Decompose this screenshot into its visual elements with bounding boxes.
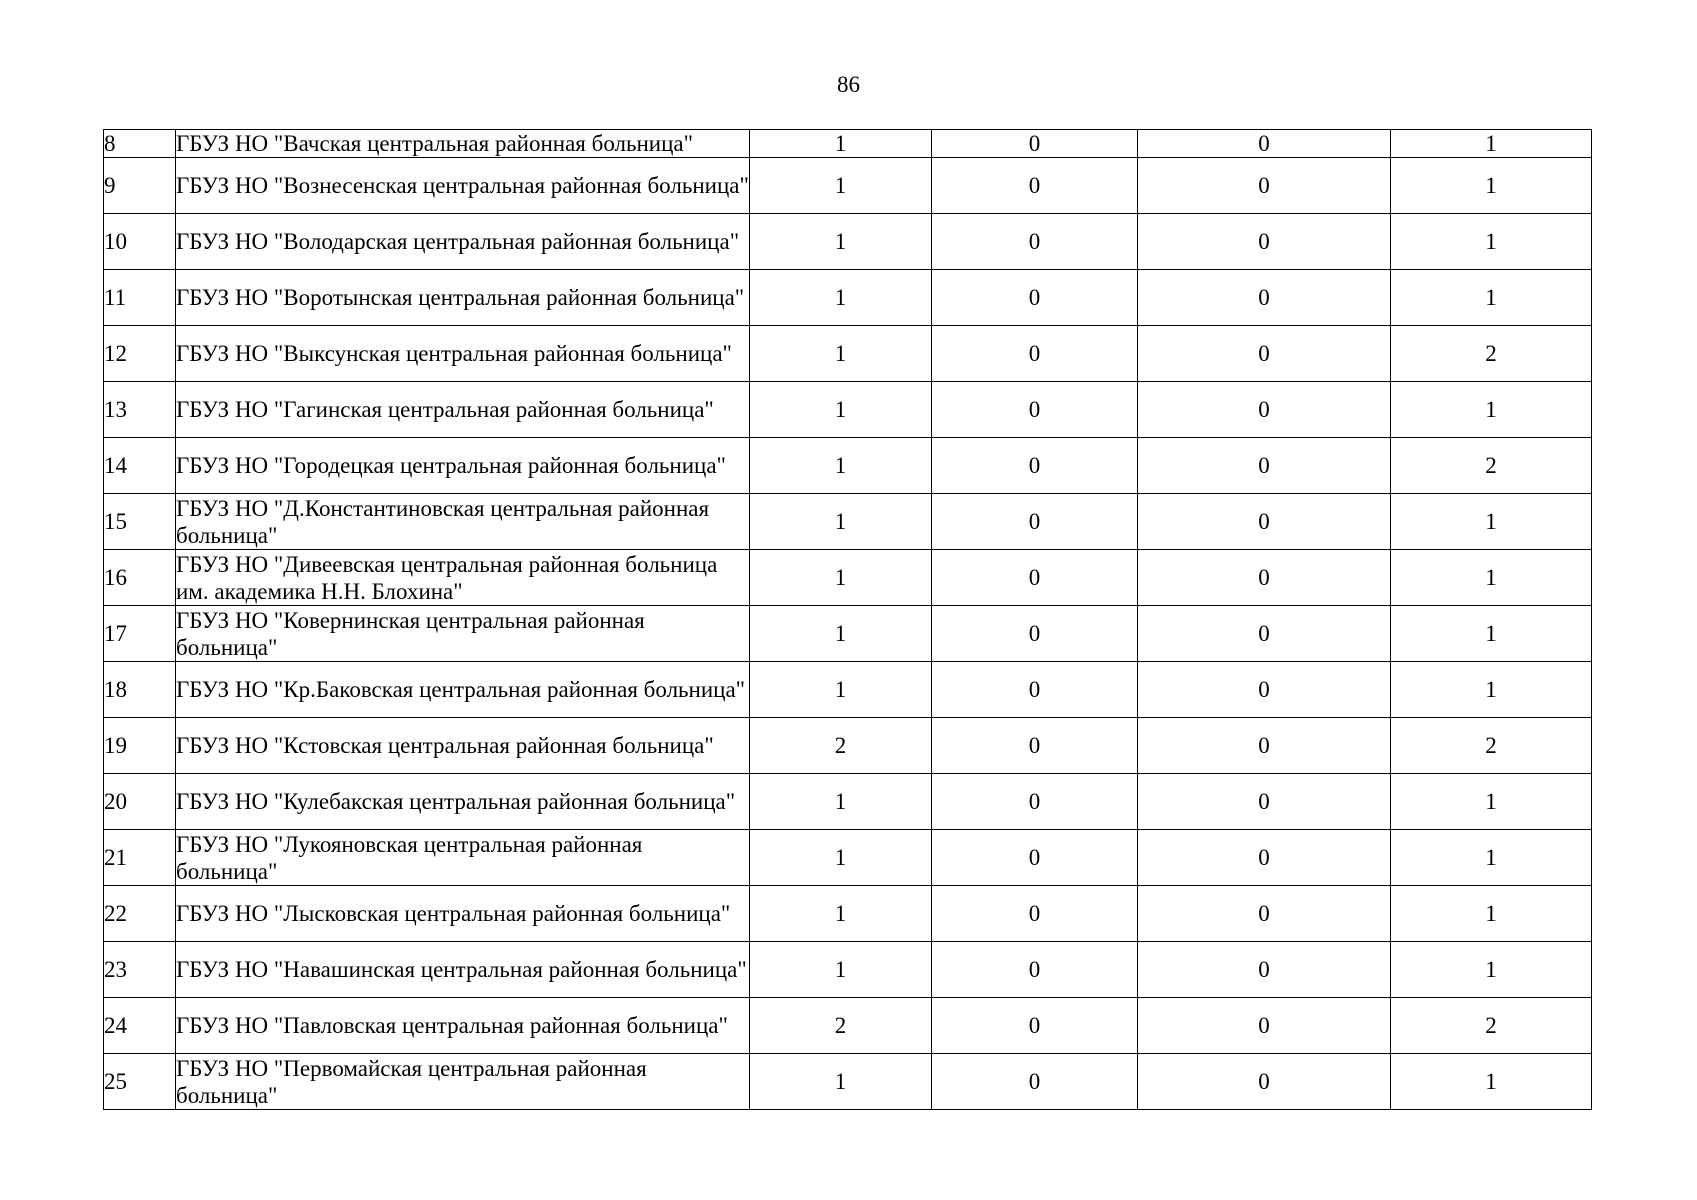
table-row	[104, 550, 1592, 606]
value-cell-3: 0	[1138, 382, 1391, 438]
institution-name-cell: ГБУЗ НО "Д.Константиновская центральная районная больница"	[176, 494, 750, 550]
value-cell-1: 1	[750, 774, 932, 830]
value-cell-4: 1	[1391, 830, 1592, 886]
value-cell-2: 0	[932, 662, 1138, 718]
value-cell-3: 0	[1138, 494, 1391, 550]
value-cell-2: 0	[932, 550, 1138, 606]
value-cell-1: 1	[750, 494, 932, 550]
row-number-cell: 10	[104, 214, 176, 270]
value-cell-3: 0	[1138, 998, 1391, 1054]
table-row	[104, 1054, 1592, 1110]
row-number-cell: 9	[104, 158, 176, 214]
value-cell-2: 0	[932, 1054, 1138, 1110]
value-cell-4: 2	[1391, 438, 1592, 494]
table-row	[104, 998, 1592, 1054]
value-cell-2: 0	[932, 998, 1138, 1054]
table-body	[104, 130, 1592, 1110]
table-row	[104, 774, 1592, 830]
institution-name-cell: ГБУЗ НО "Кр.Баковская центральная районная больница"	[176, 662, 750, 718]
value-cell-1: 1	[750, 662, 932, 718]
value-cell-4: 1	[1391, 214, 1592, 270]
value-cell-4: 1	[1391, 550, 1592, 606]
value-cell-1: 1	[750, 550, 932, 606]
value-cell-4: 1	[1391, 886, 1592, 942]
institution-name-cell: ГБУЗ НО "Дивеевская центральная районная больница им. академика Н.Н. Блохина"	[176, 550, 750, 606]
row-number-cell: 18	[104, 662, 176, 718]
value-cell-1: 1	[750, 270, 932, 326]
value-cell-3: 0	[1138, 130, 1391, 158]
table-row	[104, 942, 1592, 998]
table-row	[104, 606, 1592, 662]
value-cell-1: 1	[750, 438, 932, 494]
value-cell-2: 0	[932, 942, 1138, 998]
value-cell-1: 1	[750, 382, 932, 438]
institution-name-cell: ГБУЗ НО "Выксунская центральная районная больница"	[176, 326, 750, 382]
value-cell-2: 0	[932, 270, 1138, 326]
row-number-cell: 23	[104, 942, 176, 998]
value-cell-4: 1	[1391, 1054, 1592, 1110]
table-row	[104, 494, 1592, 550]
row-number-cell: 22	[104, 886, 176, 942]
table-row	[104, 130, 1592, 158]
value-cell-1: 1	[750, 158, 932, 214]
value-cell-4: 1	[1391, 774, 1592, 830]
row-number-cell: 15	[104, 494, 176, 550]
value-cell-3: 0	[1138, 774, 1391, 830]
value-cell-1: 1	[750, 130, 932, 158]
value-cell-4: 1	[1391, 158, 1592, 214]
institution-name-cell: ГБУЗ НО "Лысковская центральная районная больница"	[176, 886, 750, 942]
value-cell-1: 1	[750, 1054, 932, 1110]
institution-name-cell: ГБУЗ НО "Городецкая центральная районная больница"	[176, 438, 750, 494]
value-cell-2: 0	[932, 830, 1138, 886]
institution-name-cell: ГБУЗ НО "Павловская центральная районная больница"	[176, 998, 750, 1054]
value-cell-2: 0	[932, 382, 1138, 438]
value-cell-3: 0	[1138, 942, 1391, 998]
value-cell-4: 2	[1391, 998, 1592, 1054]
row-number-cell: 16	[104, 550, 176, 606]
institution-name-cell: ГБУЗ НО "Кулебакская центральная районная больница"	[176, 774, 750, 830]
value-cell-1: 1	[750, 214, 932, 270]
row-number-cell: 11	[104, 270, 176, 326]
value-cell-2: 0	[932, 718, 1138, 774]
value-cell-4: 1	[1391, 382, 1592, 438]
value-cell-3: 0	[1138, 550, 1391, 606]
table-row	[104, 438, 1592, 494]
institution-name-cell: ГБУЗ НО "Гагинская центральная районная больница"	[176, 382, 750, 438]
value-cell-4: 2	[1391, 326, 1592, 382]
value-cell-1: 1	[750, 326, 932, 382]
page-number: 86	[837, 72, 860, 97]
institution-name-cell: ГБУЗ НО "Вознесенская центральная районная больница"	[176, 158, 750, 214]
value-cell-4: 1	[1391, 494, 1592, 550]
value-cell-4: 1	[1391, 662, 1592, 718]
value-cell-1: 1	[750, 942, 932, 998]
table-row	[104, 830, 1592, 886]
row-number-cell: 24	[104, 998, 176, 1054]
value-cell-4: 1	[1391, 130, 1592, 158]
value-cell-3: 0	[1138, 158, 1391, 214]
value-cell-3: 0	[1138, 1054, 1391, 1110]
value-cell-3: 0	[1138, 886, 1391, 942]
value-cell-3: 0	[1138, 662, 1391, 718]
value-cell-2: 0	[932, 606, 1138, 662]
row-number-cell: 19	[104, 718, 176, 774]
row-number-cell: 8	[104, 130, 176, 158]
value-cell-2: 0	[932, 130, 1138, 158]
row-number-cell: 20	[104, 774, 176, 830]
institution-name-cell: ГБУЗ НО "Вачская центральная районная больница"	[176, 130, 750, 158]
institution-name-cell: ГБУЗ НО "Лукояновская центральная районная больница"	[176, 830, 750, 886]
institution-name-cell: ГБУЗ НО "Воротынская центральная районная больница"	[176, 270, 750, 326]
value-cell-4: 1	[1391, 606, 1592, 662]
value-cell-3: 0	[1138, 214, 1391, 270]
table-row	[104, 270, 1592, 326]
value-cell-4: 1	[1391, 270, 1592, 326]
institution-name-cell: ГБУЗ НО "Володарская центральная районная больница"	[176, 214, 750, 270]
row-number-cell: 17	[104, 606, 176, 662]
value-cell-2: 0	[932, 774, 1138, 830]
institution-name-cell: ГБУЗ НО "Навашинская центральная районная больница"	[176, 942, 750, 998]
value-cell-4: 2	[1391, 718, 1592, 774]
row-number-cell: 21	[104, 830, 176, 886]
row-number-cell: 25	[104, 1054, 176, 1110]
row-number-cell: 14	[104, 438, 176, 494]
value-cell-1: 2	[750, 998, 932, 1054]
institution-name-cell: ГБУЗ НО "Ковернинская центральная районная больница"	[176, 606, 750, 662]
row-number-cell: 13	[104, 382, 176, 438]
value-cell-4: 1	[1391, 942, 1592, 998]
table-row	[104, 158, 1592, 214]
value-cell-1: 1	[750, 606, 932, 662]
value-cell-2: 0	[932, 438, 1138, 494]
value-cell-3: 0	[1138, 830, 1391, 886]
value-cell-2: 0	[932, 326, 1138, 382]
value-cell-3: 0	[1138, 270, 1391, 326]
table-row	[104, 382, 1592, 438]
table-row	[104, 662, 1592, 718]
hospital-table	[103, 129, 1592, 1110]
row-number-cell: 12	[104, 326, 176, 382]
value-cell-2: 0	[932, 886, 1138, 942]
value-cell-3: 0	[1138, 438, 1391, 494]
table-row	[104, 718, 1592, 774]
value-cell-1: 1	[750, 886, 932, 942]
table-row	[104, 886, 1592, 942]
value-cell-1: 2	[750, 718, 932, 774]
value-cell-1: 1	[750, 830, 932, 886]
value-cell-3: 0	[1138, 718, 1391, 774]
value-cell-3: 0	[1138, 606, 1391, 662]
value-cell-3: 0	[1138, 326, 1391, 382]
value-cell-2: 0	[932, 494, 1138, 550]
institution-name-cell: ГБУЗ НО "Кстовская центральная районная больница"	[176, 718, 750, 774]
table-row	[104, 214, 1592, 270]
value-cell-2: 0	[932, 214, 1138, 270]
value-cell-2: 0	[932, 158, 1138, 214]
table-row	[104, 326, 1592, 382]
institution-name-cell: ГБУЗ НО "Первомайская центральная районная больница"	[176, 1054, 750, 1110]
